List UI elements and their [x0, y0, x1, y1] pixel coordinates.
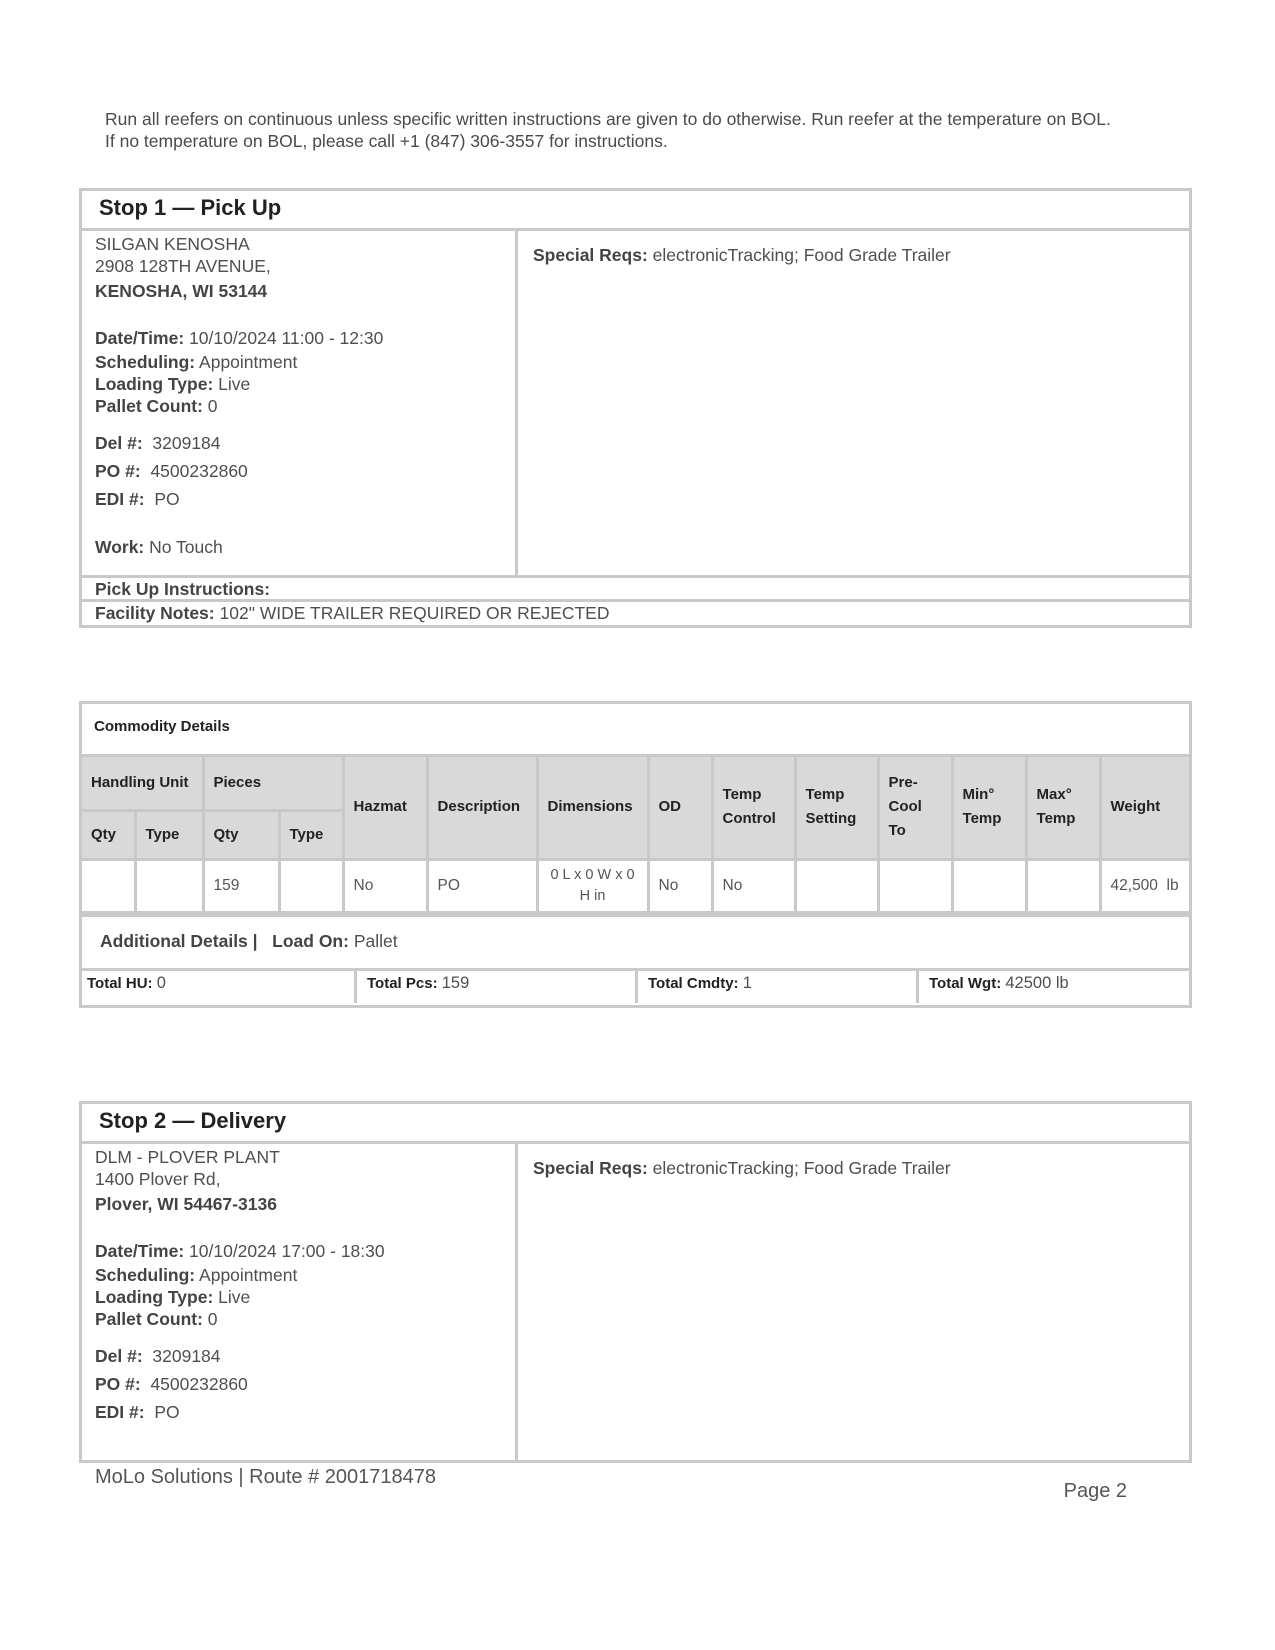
- cell-dimensions: 0 L x 0 W x 0 H in: [537, 859, 648, 912]
- stop-1-work: [95, 536, 515, 558]
- stop-1-pickup-instructions: [82, 578, 1189, 602]
- stop-1-po-label: PO #:: [95, 461, 141, 481]
- stop-2-special-reqs: [518, 1144, 1189, 1460]
- stop-2-city: Plover, WI 54467-3136: [95, 1194, 277, 1214]
- stop-2-datetime-label: Date/Time:: [95, 1241, 185, 1261]
- stop-1-datetime-value: 10/10/2024 11:00 - 12:30: [189, 328, 384, 348]
- stop-2-scheduling-label: Scheduling:: [95, 1265, 196, 1285]
- header-hazmat: Hazmat: [343, 757, 427, 859]
- cell-pcs-qty: 159: [203, 859, 279, 912]
- commodity-totals: [82, 971, 1189, 1003]
- stop-2-edi-label: EDI #:: [95, 1402, 145, 1422]
- stop-2-loading-label: Loading Type:: [95, 1287, 214, 1307]
- commodity-details-box: [79, 701, 1192, 1008]
- stop-1-scheduling-label: Scheduling:: [95, 352, 196, 372]
- total-hu-label: Total HU:: [87, 974, 153, 992]
- stop-2-pallet-value: 0: [207, 1309, 218, 1329]
- header-temp-control: Temp Control: [712, 757, 795, 859]
- load-on-label: Load On:: [272, 930, 349, 951]
- stop-1-special-reqs: [518, 231, 1189, 575]
- cell-pcs-type: [279, 859, 343, 912]
- additional-details-label: Additional Details |: [100, 930, 258, 951]
- stop-2-scheduling: [95, 1264, 515, 1286]
- cell-max-temp: [1026, 859, 1100, 912]
- stop-1-instructions-label: Pick Up Instructions:: [95, 579, 271, 599]
- stop-2-loading: [95, 1286, 515, 1308]
- table-row: [82, 859, 1189, 912]
- total-pcs: [357, 971, 638, 1003]
- stop-2-po: [95, 1373, 515, 1395]
- stop-1-work-label: Work:: [95, 537, 145, 557]
- header-od: OD: [648, 757, 712, 859]
- stop-1-address: 2908 128TH AVENUE,: [95, 256, 271, 276]
- stop-1-del-label: Del #:: [95, 433, 143, 453]
- stop-2-del-value: 3209184: [152, 1346, 221, 1366]
- header-max-temp: Max° Temp: [1026, 757, 1100, 859]
- stop-1-scheduling: [95, 351, 515, 373]
- stop-1-facility-notes-value: 102" WIDE TRAILER REQUIRED OR REJECTED: [219, 603, 610, 623]
- stop-1-city: KENOSHA, WI 53144: [95, 281, 268, 301]
- stop-1-special-value: electronicTracking; Food Grade Trailer: [652, 245, 951, 265]
- commodity-table: [82, 757, 1189, 914]
- cell-hazmat: No: [343, 859, 427, 912]
- stop-1-edi-label: EDI #:: [95, 489, 145, 509]
- stop-2-del: [95, 1345, 515, 1367]
- header-hu-qty: Qty: [82, 810, 135, 859]
- cell-temp-setting: [795, 859, 878, 912]
- cell-temp-control: No: [712, 859, 795, 912]
- stop-2-po-label: PO #:: [95, 1374, 141, 1394]
- page-number: Page 2: [1063, 1480, 1127, 1502]
- stop-1-datetime-label: Date/Time:: [95, 328, 185, 348]
- stop-2-pallet: [95, 1308, 515, 1330]
- footer-route: MoLo Solutions | Route # 2001718478: [95, 1466, 437, 1488]
- stop-1-scheduling-value: Appointment: [199, 352, 298, 372]
- header-dimensions: Dimensions: [537, 757, 648, 859]
- stop-1-body: [82, 231, 1189, 578]
- stop-1-loading-label: Loading Type:: [95, 374, 214, 394]
- stop-2-body: [82, 1144, 1189, 1460]
- stop-1-work-value: No Touch: [149, 537, 223, 557]
- header-pcs-type: Type: [279, 810, 343, 859]
- stop-1-edi: [95, 488, 515, 510]
- reefer-instructions-line-1: Run all reefers on continuous unless specific written instructions are given to do otherwise. Run reefer at the temperature on BOL.: [105, 109, 1111, 129]
- stop-1-edi-value: PO: [154, 489, 180, 509]
- stop-2-details: [82, 1144, 518, 1460]
- stop-2-address: 1400 Plover Rd,: [95, 1169, 221, 1189]
- stop-1-special-label: Special Reqs:: [533, 245, 648, 265]
- stop-2-special-value: electronicTracking; Food Grade Trailer: [652, 1158, 951, 1178]
- header-temp-setting: Temp Setting: [795, 757, 878, 859]
- stop-1-facility-name: SILGAN KENOSHA: [95, 234, 250, 254]
- stop-2-pallet-label: Pallet Count:: [95, 1309, 203, 1329]
- stop-1-del: [95, 432, 515, 454]
- stop-2-box: [79, 1101, 1192, 1463]
- total-wgt: [919, 971, 1189, 1003]
- header-pre-cool: Pre-Cool To: [878, 757, 952, 859]
- total-cmdty-value: 1: [742, 973, 752, 992]
- stop-2-po-value: 4500232860: [150, 1374, 248, 1394]
- stop-2-loading-value: Live: [218, 1287, 251, 1307]
- cell-description: PO: [427, 859, 537, 912]
- stop-2-del-label: Del #:: [95, 1346, 143, 1366]
- commodity-details-title: Commodity Details: [82, 704, 1189, 757]
- stop-1-title: Stop 1 — Pick Up: [82, 191, 1189, 231]
- total-cmdty-label: Total Cmdty:: [648, 974, 739, 992]
- stop-1-datetime: [95, 327, 515, 349]
- total-wgt-label: Total Wgt:: [929, 974, 1002, 992]
- stop-2-facility-name: DLM - PLOVER PLANT: [95, 1147, 280, 1167]
- stop-1-pallet-value: 0: [207, 396, 218, 416]
- stop-1-pallet: [95, 395, 515, 417]
- stop-1-box: [79, 188, 1192, 628]
- header-description: Description: [427, 757, 537, 859]
- stop-2-scheduling-value: Appointment: [199, 1265, 298, 1285]
- header-handling-unit: Handling Unit: [82, 757, 203, 810]
- stop-2-edi: [95, 1401, 515, 1423]
- header-min-temp: Min° Temp: [952, 757, 1026, 859]
- stop-1-facility-notes: [82, 602, 1189, 626]
- header-weight: Weight: [1100, 757, 1189, 859]
- total-wgt-value: 42500 lb: [1005, 973, 1069, 992]
- total-pcs-value: 159: [441, 973, 470, 992]
- stop-1-del-value: 3209184: [152, 433, 221, 453]
- reefer-instructions: [105, 108, 1205, 152]
- additional-details: [82, 914, 1189, 971]
- stop-1-facility-notes-label: Facility Notes:: [95, 603, 215, 623]
- total-hu-value: 0: [156, 973, 166, 992]
- stop-2-title: Stop 2 — Delivery: [82, 1104, 1189, 1144]
- cell-hu-qty: [82, 859, 135, 912]
- stop-2-datetime-value: 10/10/2024 17:00 - 18:30: [189, 1241, 385, 1261]
- stop-1-po-value: 4500232860: [150, 461, 248, 481]
- cell-min-temp: [952, 859, 1026, 912]
- total-cmdty: [638, 971, 919, 1003]
- stop-2-special-label: Special Reqs:: [533, 1158, 648, 1178]
- stop-1-pallet-label: Pallet Count:: [95, 396, 203, 416]
- load-on-value: Pallet: [353, 930, 398, 951]
- total-pcs-label: Total Pcs:: [367, 974, 438, 992]
- header-pcs-qty: Qty: [203, 810, 279, 859]
- stop-1-po: [95, 460, 515, 482]
- cell-hu-type: [135, 859, 203, 912]
- cell-pre-cool: [878, 859, 952, 912]
- header-pieces: Pieces: [203, 757, 343, 810]
- reefer-instructions-line-2: If no temperature on BOL, please call +1 (847) 306-3557 for instructions.: [105, 131, 668, 151]
- stop-1-loading-value: Live: [218, 374, 251, 394]
- stop-1-loading: [95, 373, 515, 395]
- header-hu-type: Type: [135, 810, 203, 859]
- cell-weight: 42,500 lb: [1100, 859, 1189, 912]
- stop-1-details: [82, 231, 518, 575]
- stop-2-datetime: [95, 1240, 515, 1262]
- total-hu: [82, 971, 357, 1003]
- cell-od: No: [648, 859, 712, 912]
- stop-2-edi-value: PO: [154, 1402, 180, 1422]
